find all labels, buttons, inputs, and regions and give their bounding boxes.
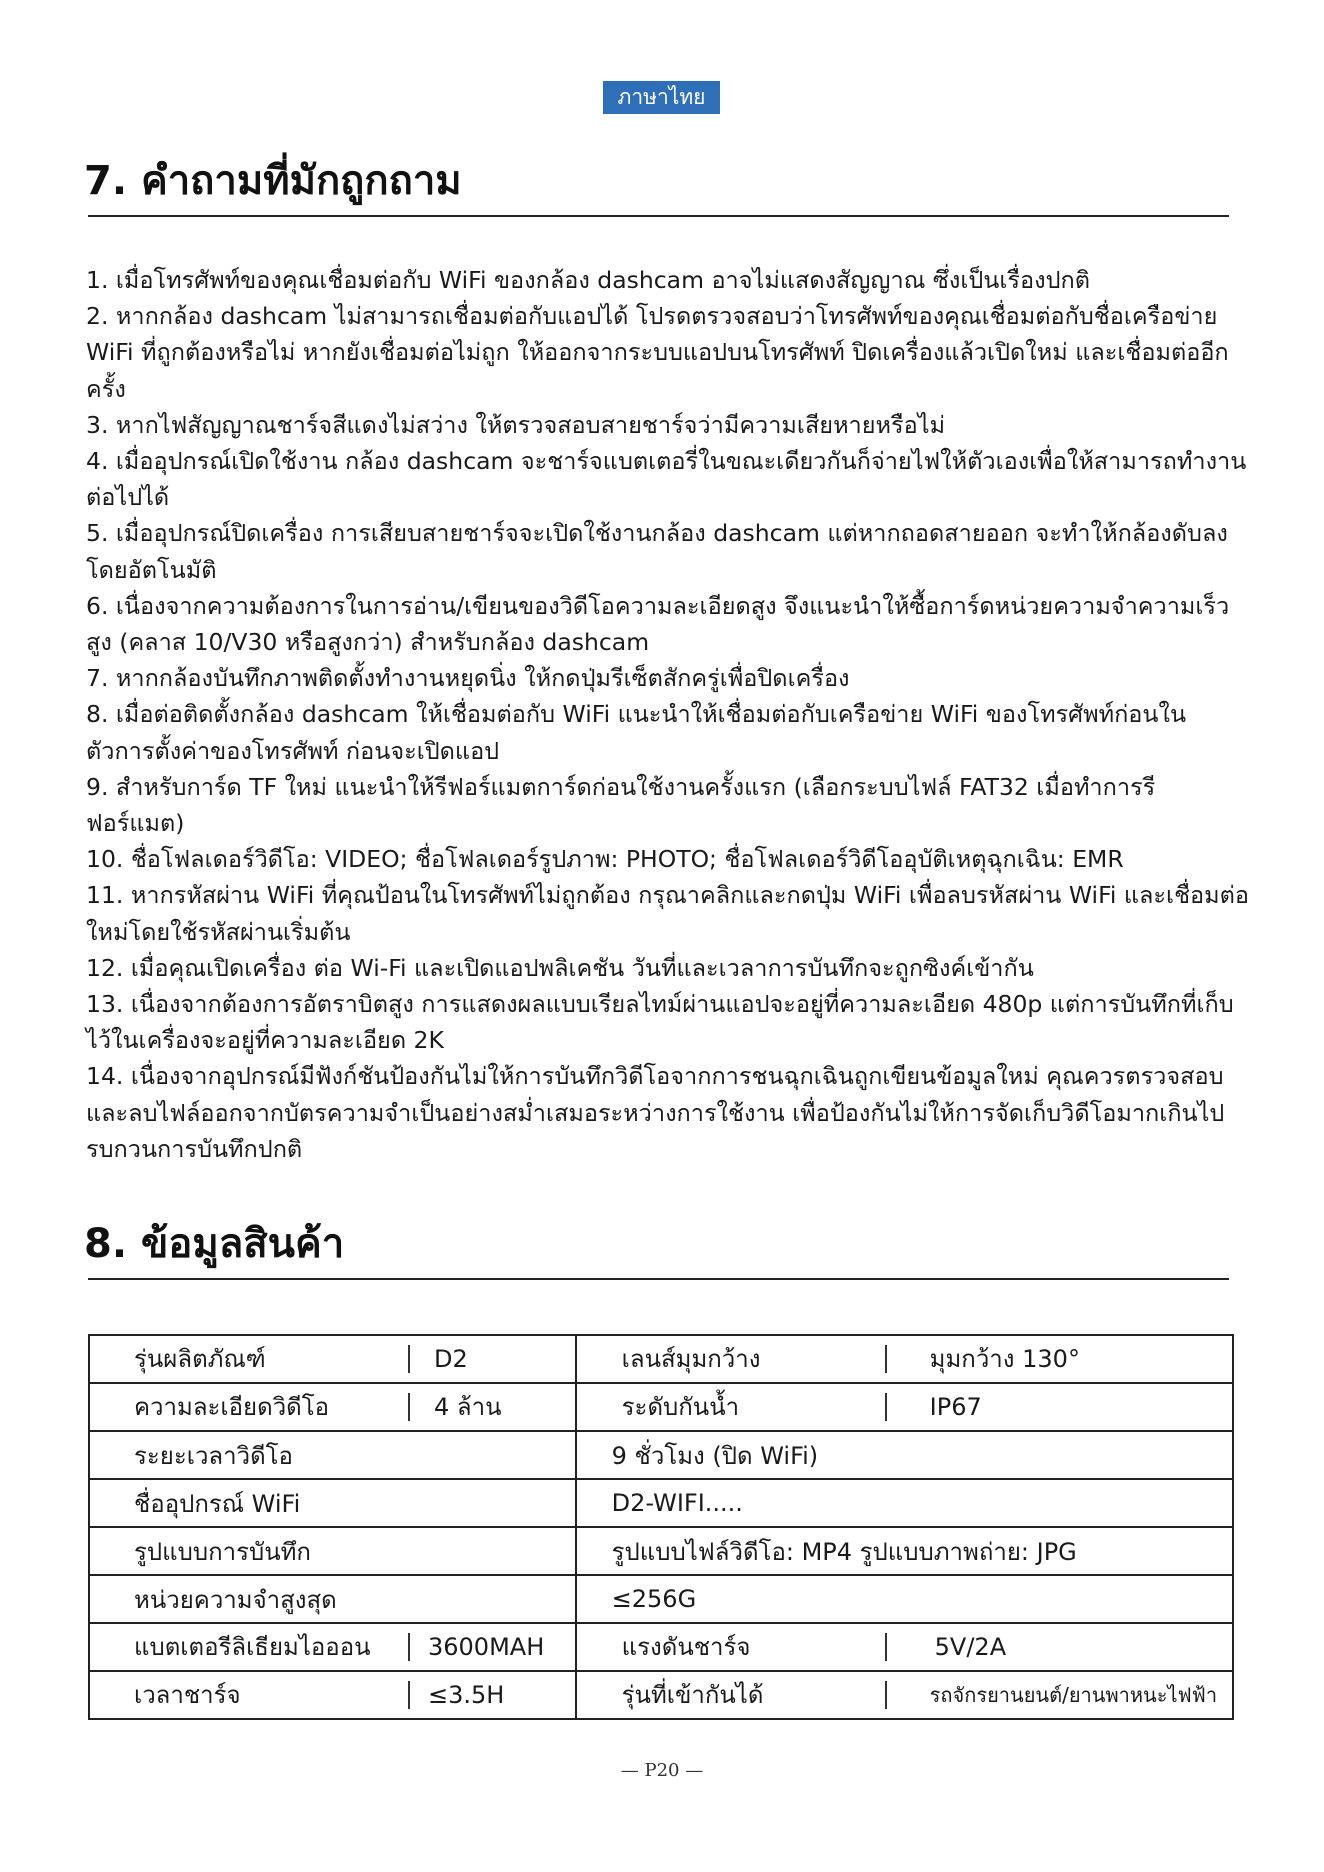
table-row: [89, 1575, 1233, 1623]
language-badge: ภาษาไทย: [603, 81, 720, 114]
spec-cell: [576, 1623, 1233, 1671]
faq-item: 12. เมื่อคุณเปิดเครื่อง ต่อ Wi-Fi และเปิดแอปพลิเคชัน วันที่และเวลาการบันทึกจะถูกซิงค์เข้ากัน: [86, 953, 1034, 982]
spec-cell: [89, 1383, 576, 1431]
spec-value: รถจักรยานยนต์/ยานพาหนะไฟฟ้า: [929, 1683, 1218, 1707]
faq-item: 2. หากกล้อง dashcam ไม่สามารถเชื่อมต่อกับแอปได้ โปรดตรวจสอบว่าโทรศัพท์ของคุณเชื่อมต่อกับชื่อเครือข่าย WiFi ที่ถูกต้องหรือไม่ หากยังเชื่อมต่อไม่ถูก ให้ออกจากระบบแอปบนโทรศัพท์ ปิดเครื่องแล้วเปิดใหม่ และเชื่อมต่ออีกครั้ง: [86, 302, 1229, 403]
spec-label: รุ่นที่เข้ากันได้: [577, 1681, 887, 1709]
spec-label: ชื่ออุปกรณ์ WiFi: [89, 1479, 576, 1527]
spec-value: ≤256G: [576, 1575, 1233, 1623]
spec-value: 5V/2A: [934, 1633, 1007, 1661]
spec-value: IP67: [929, 1393, 982, 1421]
specs-title-divider: [88, 1278, 1229, 1280]
spec-label: แบตเตอรีลิเธียมไอออน: [90, 1633, 410, 1661]
spec-label: รุ่นผลิตภัณฑ์: [90, 1345, 410, 1373]
spec-value: 9 ชั่วโมง (ปิด WiFi): [576, 1431, 1233, 1479]
spec-table: [88, 1334, 1234, 1720]
faq-item: 4. เมื่ออุปกรณ์เปิดใช้งาน กล้อง dashcam จะชาร์จแบตเตอรี่ในขณะเดียวกันก็จ่ายไฟให้ตัวเองเพื่อให้สามารถทำงานต่อไปได้: [86, 447, 1247, 512]
spec-cell: [89, 1671, 576, 1719]
page-number: — P20 —: [620, 1760, 704, 1781]
table-row: [89, 1623, 1233, 1671]
spec-label: ความละเอียดวิดีโอ: [90, 1393, 410, 1421]
faq-title-divider: [88, 215, 1229, 217]
table-row: [89, 1671, 1233, 1719]
spec-cell: [89, 1335, 576, 1383]
specs-section-title: 8. ข้อมูลสินค้า: [84, 1221, 345, 1267]
table-row: [89, 1479, 1233, 1527]
spec-value: รูปแบบไฟล์วิดีโอ: MP4 รูปแบบภาพถ่าย: JPG: [576, 1527, 1233, 1575]
table-row: [89, 1431, 1233, 1479]
spec-label: รูปแบบการบันทึก: [89, 1527, 576, 1575]
spec-value: D2: [434, 1345, 468, 1373]
spec-cell: [576, 1671, 1233, 1719]
spec-label: เลนส์มุมกว้าง: [577, 1345, 887, 1373]
spec-value: D2-WIFI.....: [576, 1479, 1233, 1527]
spec-value: ≤3.5H: [428, 1681, 505, 1709]
spec-label: แรงดันชาร์จ: [577, 1633, 887, 1661]
spec-value: 4 ล้าน: [434, 1393, 502, 1421]
faq-item: 7. หากกล้องบันทึกภาพติดตั้งทำงานหยุดนิ่ง ให้กดปุ่มรีเซ็ตสักครู่เพื่อปิดเครื่อง: [86, 664, 850, 693]
faq-item: 9. สำหรับการ์ด TF ใหม่ แนะนำให้รีฟอร์แมตการ์ดก่อนใช้งานครั้งแรก (เลือกระบบไฟล์ FAT32 เมื่อทำการรีฟอร์แมต): [86, 772, 1156, 838]
faq-item: 5. เมื่ออุปกรณ์ปิดเครื่อง การเสียบสายชาร์จจะเปิดใช้งานกล้อง dashcam แต่หากถอดสายออก จะทำให้กล้องดับลงโดยอัตโนมัติ: [86, 519, 1228, 584]
table-row: [89, 1383, 1233, 1431]
spec-label: ระดับกันน้ำ: [577, 1393, 887, 1421]
spec-label: หน่วยความจำสูงสุด: [89, 1575, 576, 1623]
faq-list: [86, 262, 1252, 1167]
spec-label: เวลาชาร์จ: [90, 1681, 410, 1709]
spec-cell: [576, 1383, 1233, 1431]
faq-section-title: 7. คำถามที่มักถูกถาม: [84, 158, 462, 204]
spec-cell: [89, 1623, 576, 1671]
faq-item: 6. เนื่องจากความต้องการในการอ่าน/เขียนของวิดีโอความละเอียดสูง จึงแนะนำให้ซื้อการ์ดหน่วยความจำความเร็วสูง (คลาส 10/V30 หรือสูงกว่า) สำหรับกล้อง dashcam: [86, 591, 1230, 657]
faq-item: 13. เนื่องจากต้องการอัตราบิตสูง การแสดงผลแบบเรียลไทม์ผ่านแอปจะอยู่ที่ความละเอียด 480p แต่การบันทึกที่เก็บไว้ในเครื่องจะอยู่ที่ความละเอียด 2K: [86, 990, 1234, 1055]
table-row: [89, 1527, 1233, 1575]
faq-item: 11. หากรหัสผ่าน WiFi ที่คุณป้อนในโทรศัพท์ไม่ถูกต้อง กรุณาคลิกและกดปุ่ม WiFi เพื่อลบรหัสผ่าน WiFi และเชื่อมต่อใหม่โดยใช้รหัสผ่านเริ่มต้น: [86, 881, 1250, 946]
spec-label: ระยะเวลาวิดีโอ: [89, 1431, 576, 1479]
faq-item: 3. หากไฟสัญญาณชาร์จสีแดงไม่สว่าง ให้ตรวจสอบสายชาร์จว่ามีความเสียหายหรือไม่: [86, 410, 946, 439]
faq-item: 8. เมื่อต่อติดตั้งกล้อง dashcam ให้เชื่อมต่อกับ WiFi แนะนำให้เชื่อมต่อกับเครือข่าย WiFi ของโทรศัพท์ก่อนในตัวการตั้งค่าของโทรศัพท์ ก่อนจะเปิดแอป: [86, 700, 1187, 765]
faq-item: 10. ชื่อโฟลเดอร์วิดีโอ: VIDEO; ชื่อโฟลเดอร์รูปภาพ: PHOTO; ชื่อโฟลเดอร์วิดีโออุบัติเหตุฉุกเฉิน: EMR: [86, 845, 1124, 874]
faq-item: 1. เมื่อโทรศัพท์ของคุณเชื่อมต่อกับ WiFi ของกล้อง dashcam อาจไม่แสดงสัญญาณ ซึ่งเป็นเรื่องปกติ: [86, 266, 1091, 294]
table-row: [89, 1335, 1233, 1383]
spec-value: มุมกว้าง 130°: [929, 1345, 1080, 1373]
spec-value: 3600MAH: [428, 1633, 545, 1661]
spec-cell: [576, 1335, 1233, 1383]
faq-item: 14. เนื่องจากอุปกรณ์มีฟังก์ชันป้องกันไม่ให้การบันทึกวิดีโอจากการชนฉุกเฉินถูกเขียนข้อมูลใหม่ คุณควรตรวจสอบและลบไฟล์ออกจากบัตรความจำเป็นอย่างสม่ำเสมอระหว่างการใช้งาน เพื่อป้องกันไม่ให้การจัดเก็บวิดีโอมากเกินไปรบกวนการบันทึกปกติ: [86, 1062, 1225, 1163]
